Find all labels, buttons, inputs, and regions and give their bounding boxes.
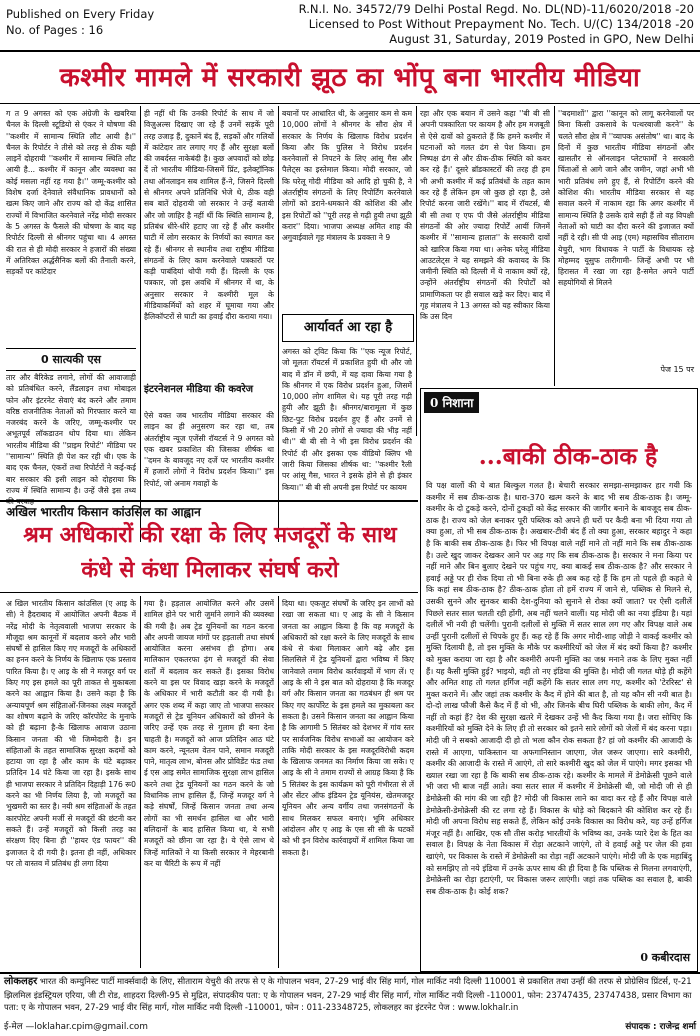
col-divider xyxy=(140,596,141,968)
lead-col-1 xyxy=(6,108,136,343)
lead-col3-text2: अगस्त को ट्विट किया कि ''एक न्यूज रिपोर्ट, जो मूलतः रॉयटर्स में प्रकाशित हुयी थी और जो बाद में डॉन में छपी, में यह दावा किया गया है कि श्रीनगर में एक विरोध प्रदर्शन हुआ, जिसमें 10,000 लोग शामिल थे। यह पूरी तरह गढ़ी हुयी और झूठी है। श्रीनगर/बारामूला में कुछ छिट-पुट विरोध प्रदर्शन हुए हैं और उनमें से किसी में भी 20 लोगों से ज्यादा की भीड़ नहीं थी।'' बी बी सी ने भी इस विरोध प्रदर्शन की रिपोर्ट दी और इसका एक वीडियो क्लिप भी जारी किया जिसका शीर्षक था: ''कश्मीर रैली पर आंसू गैस, भारत ने इसके होने से ही इंकार किया।'' बी बी सी अपनी इस रिपोर्ट पर कायम xyxy=(282,347,412,492)
license-line: Licensed to Post Without Prepayment No. Tech. U/(C) 134/2018 -20 xyxy=(308,17,694,31)
kisan-headline-1: श्रम अधिकारों की रक्षा के लिए मजदूरों के साथ xyxy=(23,522,397,548)
lead-col2-text2: ऐसे वक्त जब भारतीय मीडिया सरकार की लाइन का ही अनुसरण कर रहा था, तब अंतर्राष्ट्रीय न्यूज एजेंसी रॉयटर्स ने 9 अगस्त को एक खबर प्रकाशित की जिसका शीर्षक था ''दमन के बावजूद नए दर्जे पर भारतीय कश्मीर में हजारों लोगों ने विरोध प्रदर्शन किया।'' इस रिपोर्ट, जो अनाम गवाहों के xyxy=(144,411,274,488)
lead-col3-text: बयानों पर आधारित थी, के अनुसार कम से कम 10,000 लोगों ने श्रीनगर के सौरा क्षेत्र में सरकार के निर्णय के खिलाफ विरोध प्रदर्शन किया और कि पुलिस ने विरोध प्रदर्शन करनेवालों से निपटने के लिए आंसू गैस और पैलेट्स का इस्तेमाल किया। मोदी सरकार, जो कि घरेलू गोदी मीडिया को आदि हो चुकी है, ने अंतर्राष्ट्रीय संगठनों के लिए रिपोर्टिंग करनेवाले लोगों को डराने-धमकाने की कोशिश की और इस रिपोर्टों को ''पूरी तरह से गढ़ी हुयी तथा झूठी करार'' दिया। भाजपा अध्यक्ष अमित शाह की अगुवाईवाले गृह मंत्रालय के प्रवक्ता ने 9 xyxy=(282,109,412,243)
kisan-col1-text: अ खिल भारतीय किसान कांउसिल (ए आइ के सी) ने हैदराबाद में आयोजित अपनी बैठक में नरेंद्र मोदी के नेतृत्ववाली भाजपा सरकार के मौजूदा श्रम कानूनों में बदलाव करने और भारी संघर्षों से हासिल किए गए मजदूरों के अधिकारों का हनन करने के निर्णय के खिलाफ एक प्रस्ताव पारित किया है। ए आइ के सी ने मजदूर वर्ग पर किए गए इस हमले का पूरी ताकत से मुकाबला करने का आह्वान किया है। उसने कहा है कि अन्यायपूर्ण श्रम संहिताओं-जिनका लक्ष्य मजदूरों का शोषण बढ़ाने के जरिए कॉरपोरेट के मुनाफे को ही बढ़ाना है-के खिलाफ आवाज उठाना किसान जनता की भी जिम्मेदारी है। इन संहिताओं के तहत सामाजिक सुरक्षा कदमों को हटाया जा रहा है और काम के घंटे बढ़ाकर प्रतिदिन 14 घंटे किया जा रहा है। इसके साथ ही भाजपा सरकार ने प्रतिदिन दिहाड़ी 176 रू0 करने का भी निर्णय लिया है, जो मजदूरों का भुखमरी का स्तर है। नयी श्रम संहिताओं के तहत कारपोरेट अपनी मर्जी से मजदूरों की छंटनी कर सकते हैं। उन्हें मजदूरों को किसी तरह का संरक्षण दिए बिना ही ''हायर एंड फायर'' की इजाजत दे दी गयी है। इतना ही नहीं, अधिकार पर तो वास्तव में प्रतिबंध ही लगा दिया xyxy=(6,599,136,868)
pages-line: No. of Pages : 16 xyxy=(6,23,104,37)
col-divider xyxy=(278,106,279,542)
footer-lead: लोकलहर xyxy=(4,976,38,987)
nishana-tag: 0 निशाना xyxy=(424,392,479,413)
footer-rule xyxy=(0,972,700,974)
aryavart-box: आर्यावर्त आ रहा है xyxy=(282,314,414,342)
footer-email[interactable]: ई-मेल —loklahar.cpim@gmail.com xyxy=(4,1022,148,1032)
continued-note: पेज 15 पर xyxy=(660,365,694,374)
lead-headline: कश्मीर मामले में सरकारी झूठ का भोंपू बना भारतीय मीडिया xyxy=(59,63,641,93)
published-line: Published on Every Friday xyxy=(6,7,155,21)
nishana-title: ...बाकी ठीक-ठाक है xyxy=(478,443,658,470)
kisan-top-rule xyxy=(0,500,418,502)
lead-col1-text: ग त 9 अगस्त को एक अंग्रेजी के खबरिया चैनल के दिल्ली स्टूडियो से एंकर ने घोषणा की ''कश्मीर में सामान्य स्थिति लौट आयी है।'' चैनल के रिपोर्टर ने तीसे को तरह से ठीक यही लाइनें दोहरायी ''कश्मीर में सामान्य स्थिति लौट आयी है... कश्मीर में कानून और व्यवस्था का कोई मसला नहीं रह गया है।'' जम्मू-कश्मीर को विशेष दर्जा देनेवाले संवैधानिक प्रावधानों को खत्म किए जाने और राज्य को दो केंद्र शासित राज्यों में विभाजित करनेवाले नरेंद्र मोदी सरकार के 5 अगस्त के फैसले की घोषणा के बाद यह रिपोर्टर दिल्ली से श्रीनगर पहुंचा था। 4 अगस्त की रात से ही मोदी सरकार ने हजारों की संख्या में अतिरिक्त अर्द्धसैनिक बलों की तैनाती करने, सड़कों पर कांटेदार xyxy=(6,109,136,277)
lead-col5-text: ''बदमाशों'' द्वारा ''कानून को लागू करनेवालों पर बिना किसी उकसावे के पत्थरबाजी करने'' के चलते सौरा क्षेत्र में ''व्यापक असंतोष'' था। बाद के दिनों में कुछ भारतीय मीडिया संगठनों और खासतौर से ऑनलाइन प्लेटफार्मों ने सरकारी चिंताओं से आगे जाने और जमीन, जहां अभी भी भारी प्रतिबंध लगे हुए हैं, से रिपोर्टिंग करने की कोशिश की। भारतीय मीडिया सरकार से यह सवाल करने में नाकाम रहा कि अगर कश्मीर में सामान्य स्थिति है उसके दावे सही हैं तो वह विपक्षी नेताओं को घाटी का दौरा करने की इजाजत क्यों नहीं दे रही। सी पी आइ (एम) महासचिव सीताराम येचुरी, भाग विधायक ने पार्टी के विधायक रहे मोहम्मद यूसुफ तारीगामी- जिन्हें अभी पर भी हिरासत में रखा जा रहा है-समेत अपने पार्टी सहयोगियों से मिलने xyxy=(558,109,694,288)
nishana-byline: 0 कबीरदास xyxy=(640,951,690,964)
kisan-head-rule xyxy=(0,592,418,593)
lead-col2-text: ही नहीं थी कि उनकी रिपोर्ट के साथ में जो विज़ुअल्स दिखाए जा रहे हैं उनमें सड़कें पूरी तरह उजाड़ हैं, दुकानें बंद हैं, सड़कों और गलियों में कांटेदार तार लगाए गए हैं और सुरक्षा बलों की जबर्दस्त नाकेबंदी है। कुछ अपवादों को छोड़ दें तो भारतीय मीडिया-जिसमें प्रिंट, इलेक्ट्रॉनिक तथा ऑनलाइन सब शामिल हैं-ने, जिसने दिल्ली से श्रीनगर अपने प्रतिनिधि भेजे थे, ठीक वही सब बातें दोहरायी जो सरकार ने उन्हें बतायी और जो जाहिर है नहीं थीं कि स्थिति सामान्य है, प्रतिबंध धीरे-धीरे हटाए जा रहे हैं और कश्मीर घाटी में लोग सरकार के निर्णयों का स्वागत कर रहे हैं। श्रीनगर से स्थानीय तथा राष्ट्रीय मीडिया संगठनों के लिए काम करनेवाले पत्रकारों पर कड़ी पाबंदियां थोपी गयी हैं। दिल्ली के एक पत्रकार, जो इस अवधि में श्रीनगर में था, के अनुसार सरकार ने कश्मीरी मूल के मीडियाकर्मियों को शहर में घूमाया गया और हैलिकॉप्टरों से घाटी का हवाई दौरा कराया गया। xyxy=(144,109,274,322)
col-divider xyxy=(554,106,555,386)
lead-col1-text2: तार और बैरिकेड लगाने, लोगों की आवाजाही को प्रतिबंधित करने, लैंडलाइन तथा मोबाइल फोन और इंटरनेट सेवाएं बंद करने और तमाम वरिष्ठ राजनीतिक नेताओं को गिरफ्तार करने या नजरबंद करने के जरिए, जम्मू-कश्मीर पर अभूतपूर्व लॉकडाउन थोप दिया था। लेकिन भारतीय मीडिया की ''प्राइम रिपोर्ट'' मीडिया पर ''सामान्य'' स्थिति ही पेश कर रही थी। एक के बाद एक चैनल, एंकरों तथा रिपोर्टरों ने कई-कई बार सरकार की इसी लाइन को दोहराया कि राज्य में स्थिति सामान्य है। उन्हें जैसे इस तथ्य xyxy=(6,373,136,495)
kisan-col-3 xyxy=(282,598,414,968)
lead-col-3 xyxy=(282,108,412,308)
nishana-body: वि पक्ष वालों की ये बात बिल्कुल गलत है। बेचारी सरकार समझा-समझाकर हार गयी कि कश्मीर में सब ठीक-ठाक है। धारा-370 खत्म करने के बाद भी सब ठीक-ठाक है। जम्मू-कश्मीर के दो टुकड़े करने, दोनों टुकड़ों को केंद्र सरकार की जागीर बनाने के बावजूद सब ठीक-ठाक है। राज्य को जेल बनाकर पूरी पब्लिक को अपने ही घरों पर कैदी बना भी दिया गया तो क्या हुआ, तो भी सब ठीक-ठाक है। अखबार-टीवी बंद हैं तो क्या हुआ, सरकार बहादुर ने कहा है कि बाकी सब ठीक-ठाक है। फिर भी विपक्ष वाले नहीं माने तो नहीं माने कि सब ठीक-ठाक है। उल्टे खुद जाकर देखकर आने पर अड़ गए कि सब ठीक-ठाक है। सरकार ने मना किया पर नहीं माने और बिन बुलाए देखने पर पहुंच गए, क्या बाकई सब ठीक-ठाक है? और सरकार ने हवाई अड्डे पर ही रोक दिया तो भी बिना रुके ही अब कह रहे हैं कि हम तो पहले ही कहते थे कि कहां सब ठीक-ठाक है? ठीक-ठाक होता तो हमें राज्य में जाने से, पब्लिक से मिलने से, उसकी सुनने और सुनकर बाकी देश-दुनिया को सुनाने से रोका क्यों जाता? पर ऐसी दलीलें पिछले सतर साल चलती रही होंगी, अब नहीं चलने वालीं। यह मोदी जी का नया इंडिया है। यहां दलीलें भी नयी ही चलेंगी। पुरानी दलीलों से मुक्ति में सतर साल लग गए और विपक्ष वाले अब उन्हीं पुरानी दलीलों से चिपके हुए हैं। कह रहे हैं कि अगर मोदी-शाह जोड़ी ने वाकई कश्मीर को मुक्ति दिलायी है, तो इस मुक्ति के मौके पर कश्मीरियों को जेल में बंद क्यों किया है? कश्मीर को मुक्त कराया जा रहा है और कश्मीरी अपनी मुक्ति का जश्न मनाने तक के लिए मुक्त नहीं हैं। यह कैसी मुक्ति हुई? भाइयो, वही तो नए इंडिया की मुक्ति है। मोदी जी गलत थोड़े ही कहेंगे और अमित शाह तो गलत हर्गिज नहीं कहेंगे कि सतर साल लग गए, कश्मीर को 'टेररिस्ट' से मुक्त कराने में। और जहां तक कश्मीर के कैद में होने की बात है, तो यह कौन सी नयी बात है। दो-दो लाख फौजी कैसे कैद में हैं वो भी, और जिनके बीच घिरी पब्लिक के बाकी लोग, कैद में नहीं तो कहां हैं? देश की सुरक्षा खतरे में देखकर उन्हें भी कैद किया गया है। जरा सोचिए कि कश्मीरियों को मुक्ति देने के लिए ही तो सरकार को इतने सारे लोगों को जेलों में बंद करना पड़ा। मोदी जी ने सबको आजादी दी हो तो भला कौन रोक सकता है? हां जो कश्मीर की आजादी के रास्ते में आएगा, पाकिस्तान या अफगानिस्तान जाएगा, जेल जरूर जाएगा। सारे कश्मीरी, कश्मीर की आजादी के रास्ते में आएंगे, तो सारे कश्मीरी खुद को जेल में पाएंगे। मगर इसका भी ख्याल रखा जा रहा है कि बाकी सब ठीक-ठाक रहे। कश्मीर के मामले में डेमोक्रेसी पूछने वाले भी जरा भी बाज नहीं आते। क्या सतर साल में कश्मीर में डेमोक्रेसी थी, जो मोदी जी से ही डेमोक्रेसी की मांग की जा रही है? मोदी जी विकास लाने का वादा कर रहे हैं और विपक्ष वाले डेमोक्रेसी-डेमोक्रेसी की रट लगा रहे हैं। विकास के धोड़े को बिदकाने की कोशिश कर रहे हैं। मोदी जी अपना विरोध सह सकते हैं, लेकिन कोई उनके विकास का विरोध करे, यह उन्हें हर्गिज मंजूर नहीं है। आखिर, एक सौ तीस करोड़ भारतीयों के भविष्य का, उनके प्यारे देश के हित का सवाल है। विपक्ष के नेता विकास में रोड़ा अटकाने जाएंगे, तो वे हवाई अड्डे पर जेल की हवा खाएंगे, पर विकास के रास्ते में डेमोक्रेसी का रोड़ा नहीं अटकाने पाएंगे। मोदी जी के एक महाबिंदु को समझिए तो नये इंडिया में उनके ऊपर साथ की ही दिया है कि पब्लिक से मिलना लगवाएंगी, डेमोक्रेसी का रोड़ा हटाएंगी, पर विकास जरूर लाएंगी। जहां तक पब्लिक का सवाल है, बाकी सब ठीक-ठाक है। कोई शक? xyxy=(426,481,692,896)
footer-bottom xyxy=(4,1020,696,1032)
lead-col-3b xyxy=(282,346,412,540)
lead-col4-text: रहा और एक बयान में उसने कहा ''बी बी सी अपनी पत्रकारिता पर कायम है और हम मजबूती से ऐसे दावों को ठुकराते हैं कि हमने कश्मीर में घटनाओं को गलत ढंग से पेश किया। हम निष्पक्ष ढंग से और ठीक-ठीक स्थिति को कवर कर रहे हैं।' दूसरे ब्रॉडकास्टरों की तरह ही हम भी अभी कश्मीर में कई प्रतिबंधों के तहत काम कर रहे हैं लेकिन हम जो कुछ हो रहा है, उसे रिपोर्ट करना जारी रखेंगे।'' बाद में रॉयटर्स, बी बी सी तथा ए एफ पी जैसे अंतर्राष्ट्रीय मीडिया संगठनों की ओर ज्यादा रिपोर्टें आयीं जिनमें कश्मीर में ''सामान्य हालात'' के सरकारी दावों को खारिज किया गया था। अनेक घरेलू मीडिया आउटलेट्स ने यह समझने की कवायद के कि जमीनी स्थिति को दिल्ली में ये नाकाम क्यों रहे, उन्होंने अंतर्राष्ट्रीय संगठनों की रिपोर्टों को प्रामाणिकता पर ही सवाल खड़े कर दिए। बाद में गृह मंत्रालय ने 13 अगस्त को यह स्वीकार किया कि उस दिन xyxy=(420,109,550,322)
rni-line: R.N.I. No. 34572/79 Delhi Postal Regd. No. DL(ND)-11/6020/2018 -20 xyxy=(298,2,694,16)
masthead-right xyxy=(299,2,694,47)
footer-imprint xyxy=(4,975,696,1014)
masthead-rule xyxy=(0,50,700,52)
kisan-kicker: अखिल भारतीय किसान कांउसिल का आह्वान xyxy=(6,505,201,519)
footer-text: भारत की कम्युनिस्ट पार्टी मार्क्सवादी के लिए, सीताराम येचुरी की तरफ से ए के गोपालन भवन, 27-29 भाई वीर सिंह मार्ग, गोल मार्किट नयी दिल्ली 110001 से प्रकाशित तथा उन्हीं की तरफ से प्रोग्रेसिव प्रिंटर्स, ए-21 झिलमिल इंडस्ट्रियल एरिया, जी टी रोड, शाहदरा दिल्ली-95 से मुद्रित, संपादकीय पता: ए के गोपालन भवन, 27-29 भाई वीर सिंह मार्ग, गोल मार्किट नयी दिल्ली -110001, फोन: 23747435, 23747438, प्रसार विभाग का पता: ए के गोपालन भवन, 27-29 भाई वीर सिंह मार्ग, गोल मार्किट नयी दिल्ली -110001, फोन : 011-23348725, लोकलहर का इंटरनेट पेज : xyxy=(4,976,692,1012)
footer-editor: संपादक : राजेन्द्र शर्मा xyxy=(625,1022,696,1032)
footer-website[interactable]: www.lokhalr.in xyxy=(457,1002,519,1012)
nishana-text xyxy=(426,480,692,945)
headline-rule xyxy=(0,103,700,104)
lead-byline: 0 सात्यकी एस xyxy=(6,348,136,371)
lead-col2-subhead: इंटरनेशनल मीडिया की कवरेज xyxy=(144,384,254,395)
lead-col-4 xyxy=(420,108,550,386)
col-divider xyxy=(140,106,141,542)
kisan-col2-text: गया है। हड़ताल आयोजित करने और उसमें शामिल होने पर भारी जुर्माने लगाने की व्यवस्था की गयी है। अब ट्रेड यूनियनों का गठन करना और अपनी जायज मांगों पर हड़ताली तथा संघर्ष आयोजित करना असंभव ही होगा। अब मालिकान एकतरफा ढ़ंग से मजदूरों की सेवा शर्तों में बदलाव कर सकते हैं। इसका विरोध करने या इस पर विवाद खड़ा करने के मजदूरों के अधिकार में भारी कटौती कर दी गयी है। अगर एक शब्द में कहा जाए तो भाजपा सरकार मजदूरों से ट्रेड यूनियन अधिकारों को छीनने के जरिए उन्हें एक तरह से गुलाम ही बना देना चाहती है। मजदूरों को आज प्रतिदिन आठ घंटे काम करने, न्यूनतम वेतन पाने, समान मजदूरी पाने, मातृत्व लाभ, बोनस और प्रोविडेंट फंड तथा ई एस आइ समेत सामाजिक सुरक्षा लाभ हासिल करने तथा ट्रेड यूनियनों का गठन करने के जो विधानिक लाभ हासिल हैं, जिन्हें मजदूर वर्ग ने कड़े संघर्षों, जिन्हें किसान जनता तथा अन्य लोगों का भी समर्थन हासिल था और भारी बलिदानों के बाद हासिल किया था, ये सभी मजदूरों को छीना जा रहा है। ये ऐसे लाभ थे जिन्हें मालिकों ने या किसी सरकार ने मेहरबानी कर या चैरिटी के रूप में नहीं xyxy=(144,599,274,868)
lead-col-5 xyxy=(558,108,694,360)
kisan-col-1 xyxy=(6,598,136,968)
kisan-headline-2: कंधे से कंधा मिलाकर संघर्ष करो xyxy=(81,557,339,583)
col-divider xyxy=(416,106,417,436)
col-divider xyxy=(278,596,279,968)
lead-col-2 xyxy=(144,108,274,378)
kisan-col-2 xyxy=(144,598,274,968)
date-line: August 31, Saturday, 2019 Posted in GPO, New Delhi xyxy=(389,32,694,46)
masthead-left xyxy=(6,6,154,38)
kisan-col3-text: दिया था। एकजुट संघर्षों के जरिए इन लाभों को रखा जा सकता था। ए आइ के सी ने किसान जनता का आह्वान किया है कि वह मजदूरों के अधिकारों को रक्षा करने के लिए मजदूरों के साथ कंधे से कंधा मिलाकर आगे बढ़े और इस सिलसिले में ट्रेड यूनियनों द्वारा भविष्य में किए जानेवाले तमाम विरोध कार्रवाइयों में भाग लें। ए आइ के सी ने इस बात को दोहराया है कि मजदूर वर्ग और किसान जनता का गठबंधन ही श्रम पर किए गए कार्पोरेट के इस हमले का मुकाबला कर सकता है। उसने किसान जनता का आह्वान किया है कि आगामी 5 सितंबर को देशभर में गांव स्तर पर सार्वजनिक विरोध सभाओं का आयोजन करे ताकि मोदी सरकार के इस मजदूरविरोधी कदम के खिलाफ जनमत का निर्माण किया जा सके। ए आइ के सी ने तमाम राज्यों से आग्रह किया है कि 5 सितंबर के इस कार्यक्रम को पूरी गंभीरता से लें और सेंटर ऑफ इंडियन ट्रेड यूनियंस, खेतमजदूर यूनियन और अन्य वर्गीय तथा जनसंगठनों के साथ मिलकर सफल बनाएं। भूमि अधिकार आंदोलन और ए आइ के एस सी सी के घटकों को भी इन विरोध कार्रवाइयों में शामिल किया जा सकता है। xyxy=(282,599,414,857)
